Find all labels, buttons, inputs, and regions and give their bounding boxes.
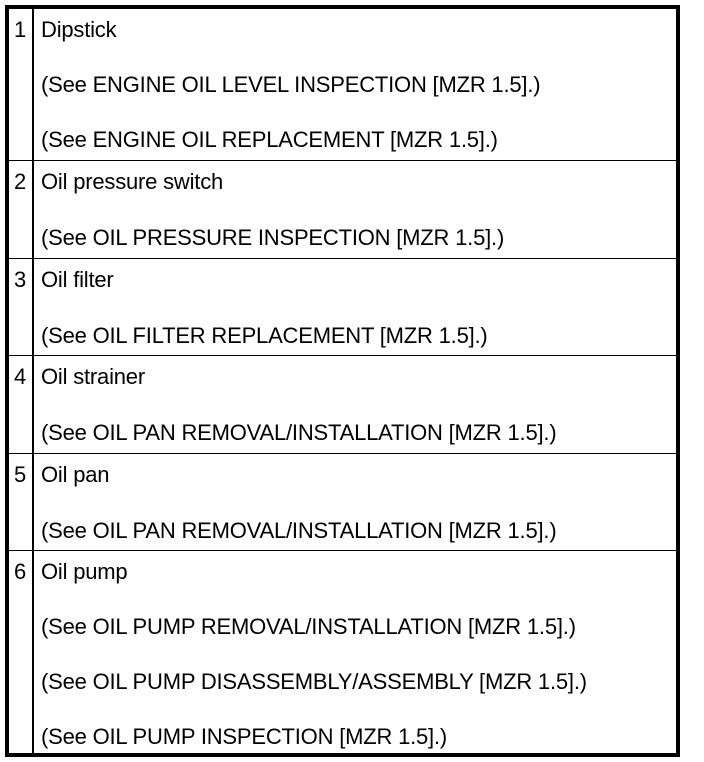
parts-table [5,5,680,757]
reference-link[interactable]: (See OIL PUMP INSPECTION [MZR 1.5].) [41,724,447,749]
table-row [9,551,676,753]
part-name: Oil strainer [41,364,145,389]
row-number: 1 [14,17,27,42]
table-row [9,9,676,161]
table-row [9,161,676,259]
reference-link[interactable]: (See OIL PUMP DISASSEMBLY/ASSEMBLY [MZR 1.5].) [41,669,587,694]
row-number-cell [9,161,34,258]
row-number: 6 [14,559,27,584]
reference-link[interactable]: (See OIL FILTER REPLACEMENT [MZR 1.5].) [41,323,488,348]
table-row [9,259,676,356]
part-name: Oil pan [41,462,110,487]
part-name: Oil pump [41,559,128,584]
row-number: 2 [14,169,27,194]
row-number-cell [9,551,34,753]
part-name: Oil filter [41,267,114,292]
reference-link[interactable]: (See OIL PUMP REMOVAL/INSTALLATION [MZR 1.5].) [41,614,576,639]
row-number-cell [9,356,34,453]
row-number: 5 [14,462,27,487]
reference-link[interactable]: (See OIL PAN REMOVAL/INSTALLATION [MZR 1.5].) [41,518,557,543]
reference-link[interactable]: (See ENGINE OIL LEVEL INSPECTION [MZR 1.5].) [41,72,541,97]
reference-link[interactable]: (See OIL PAN REMOVAL/INSTALLATION [MZR 1.5].) [41,420,557,445]
row-number-cell [9,259,34,355]
row-number-cell [9,454,34,550]
reference-link[interactable]: (See ENGINE OIL REPLACEMENT [MZR 1.5].) [41,127,498,152]
row-number: 4 [14,364,27,389]
table-row [9,454,676,551]
row-number-cell [9,9,34,160]
table-row [9,356,676,454]
reference-link[interactable]: (See OIL PRESSURE INSPECTION [MZR 1.5].) [41,225,505,250]
part-name: Dipstick [41,17,117,42]
row-number: 3 [14,267,27,292]
part-name: Oil pressure switch [41,169,224,194]
